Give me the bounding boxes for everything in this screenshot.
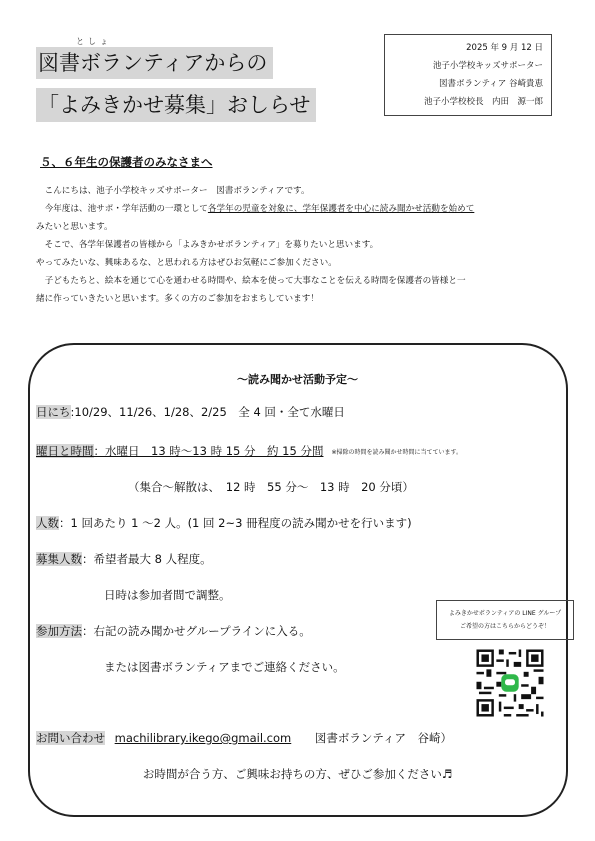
closing-message: お時間が合う方、ご興味お持ちの方、ぜひご参加ください♬ [142, 767, 453, 781]
method-label: 参加方法 [36, 624, 82, 638]
intro-line: やってみたいな、興味あるな、と思われる方はぜひお気軽にご参加ください。 [36, 258, 337, 268]
page-title-line1: 図書ボランティアからの [36, 47, 273, 79]
line-group-box [436, 600, 574, 640]
intro-line: 子どもたちと、絵本を通じて心を通わせる時間や、絵本を使って大事なことを伝える時間を保護者の皆様と一 [44, 276, 466, 286]
intro-line: 今年度は、池サポ・学年活動の一環として各学年の児童を対象に、学年保護者を中心に読み聞かせ活動を始めて [44, 204, 475, 214]
sender-info-box [384, 34, 552, 116]
people-row [36, 515, 412, 531]
line-box-line2: ご希望の方はこちらからどうぞ！ [459, 623, 550, 630]
dates-row [36, 404, 345, 420]
people-label: 人数 [36, 516, 59, 530]
contact-label: お問い合わせ [36, 731, 105, 745]
gather-row: （集合～解散は、 12 時 55 分～ 13 時 20 分頃） [128, 480, 414, 494]
sender-org: 池子小学校キッズサポーター [432, 61, 543, 71]
method-row [36, 623, 311, 639]
method-alt: または図書ボランティアまでご連絡ください。 [104, 660, 345, 674]
contact-row [36, 730, 452, 746]
people-value: ：1 回あたり 1 ～2 人。(1 回 2~3 冊程度の読み聞かせを行います) [59, 516, 412, 530]
greeting-heading: ５、６年生の保護者のみなさまへ [40, 155, 213, 169]
line-qr-code[interactable] [474, 647, 546, 719]
method-value: ：右記の読み聞かせグループラインに入る。 [82, 624, 311, 638]
intro-line: 緒に作っていきたいと思います。多くの方のご参加をおまちしています！ [36, 294, 319, 304]
contact-person: 図書ボランティア 谷崎） [314, 731, 452, 745]
recruit-value: ：希望者最大 8 人程度。 [82, 552, 212, 566]
time-row: 曜日と時間：水曜日 13 時～13 時 15 分 約 15 分間 ※掃除の時間を読み聞かせ時間に当てています。 [36, 444, 463, 458]
line-box-line1: よみきかせボランティアの LINE グループ [448, 610, 562, 617]
time-value: 水曜日 13 時～13 時 15 分 約 15 分間 [105, 444, 324, 458]
recruit-row [36, 551, 212, 567]
contact-email-link[interactable]: machilibrary.ikego@gmail.com [114, 731, 292, 745]
dates-value: :10/29、11/26、1/28、2/25 全 4 回・全て水曜日 [70, 405, 345, 419]
intro-text [36, 182, 566, 308]
time-note: ※掃除の時間を読み聞かせ時間に当てています。 [331, 449, 463, 456]
schedule-note: 日時は参加者間で調整。 [104, 588, 231, 602]
intro-line: こんにちは、池子小学校キッズサポーター 図書ボランティアです。 [44, 186, 310, 196]
sender-rep: 図書ボランティア 谷崎貴恵 [438, 79, 543, 89]
issue-date: 2025 年 9 月 12 日 [466, 43, 543, 53]
activity-panel-title: ～読み聞かせ活動予定～ [237, 373, 358, 386]
dates-label: 日にち [36, 405, 71, 419]
intro-line: みたいと思います。 [36, 222, 113, 232]
title-ruby: としょ [76, 37, 112, 46]
sender-principal: 池子小学校校長 内田 源一郎 [423, 97, 543, 107]
intro-line: そこで、各学年保護者の皆様から「よみきかせボランティア」を募りたいと思います。 [44, 240, 379, 250]
recruit-label: 募集人数 [36, 552, 82, 566]
time-label: 曜日と時間 [36, 444, 94, 458]
page-title-line2: 「よみきかせ募集」おしらせ [36, 88, 316, 122]
